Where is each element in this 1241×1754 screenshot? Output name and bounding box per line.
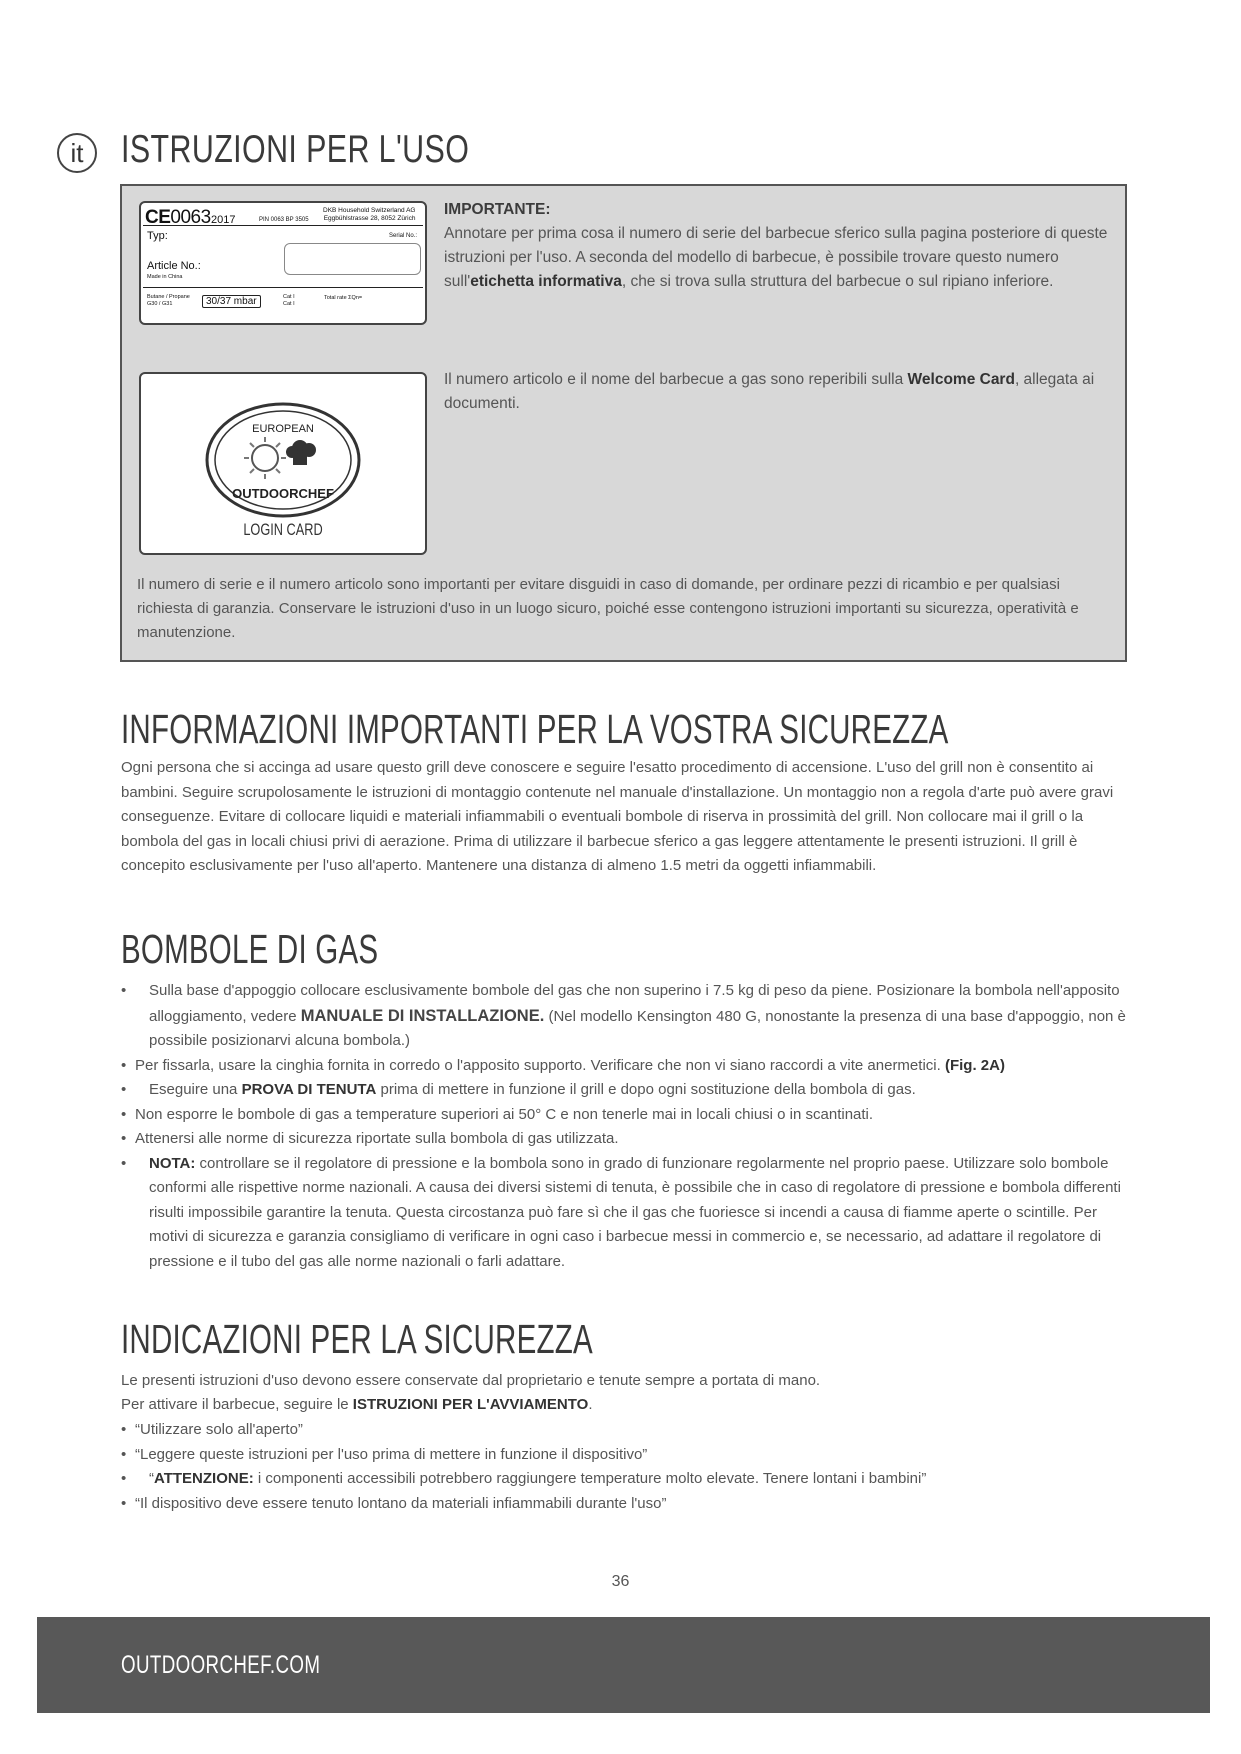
bullet-icon: •: [121, 1154, 127, 1172]
welcome-bold: Welcome Card: [907, 371, 1015, 388]
section-title-gas-cylinders: BOMBOLE DI GAS: [121, 926, 379, 972]
footer-website: OUTDOORCHEF.COM: [121, 1651, 321, 1679]
list-item-bold: NOTA:: [149, 1154, 196, 1172]
bullet-icon: •: [121, 1056, 127, 1074]
list-item: [121, 1443, 1126, 1468]
list-item: [121, 1418, 1126, 1443]
important-heading: IMPORTANTE:: [444, 201, 551, 218]
label-article: Article No.:: [147, 260, 201, 272]
label-divider: [143, 287, 423, 288]
safety-notes-line: Le presenti istruzioni d'uso devono essere conservate dal proprietario e tenute sempre a portata di mano.: [121, 1372, 821, 1389]
label-pressure: 30/37 mbar: [202, 295, 261, 308]
outdoorchef-logo: [203, 400, 363, 520]
page-title: ISTRUZIONI PER L'USO: [121, 128, 470, 171]
list-item-text: Sulla base d'appoggio collocare esclusivamente bombole del gas che non superino i 7.5 kg di peso da piene. Posizionare la bombola nell'apposito alloggiamento, vedere: [149, 982, 1120, 1025]
list-item-text: i componenti accessibili potrebbero raggiungere temperature molto elevate. Tenere lontani i bambini”: [253, 1470, 927, 1487]
serial-importance-note: Il numero di serie e il numero articolo sono importanti per evitare disguidi in caso di domande, per ordinare pezzi di ricambio e per qualsiasi richiesta di garanzia. Conservare le istruzioni d'uso in un luogo sicuro, poiché esse contengono istruzioni importanti su sicurezza, operatività e manutenzione.: [137, 576, 1079, 641]
safety-notes-bold: ISTRUZIONI PER L'AVVIAMENTO: [352, 1396, 589, 1413]
bullet-icon: •: [121, 1470, 127, 1487]
label-divider: [143, 225, 423, 226]
bullet-icon: •: [121, 982, 127, 999]
label-serial: Serial No.:: [388, 233, 417, 239]
important-body: [444, 222, 1109, 294]
label-category: [283, 294, 295, 308]
language-code: it: [70, 138, 84, 168]
label-company: [323, 207, 416, 223]
safety-notes-line: [121, 1393, 1126, 1418]
list-item-text: Eseguire una: [149, 1081, 242, 1098]
list-item-text: “Leggere queste istruzioni per l'uso prima di mettere in funzione il dispositivo”: [135, 1445, 648, 1463]
bullet-icon: •: [121, 1494, 127, 1512]
company-name: DKB Household Switzerland AG: [323, 207, 416, 214]
safety-notes-text: .: [588, 1396, 593, 1413]
bullet-icon: •: [121, 1445, 127, 1463]
logo-text-outdoorchef: OUTDOORCHEF: [232, 486, 334, 501]
footer-bar: [37, 1617, 1210, 1713]
list-item: [121, 1127, 1126, 1152]
company-address: Eggbühlstrasse 28, 8052 Zürich: [323, 214, 416, 222]
list-item-text: “: [149, 1470, 154, 1487]
important-info-box: [120, 184, 1127, 662]
list-item: [121, 1078, 1126, 1103]
bullet-icon: •: [121, 1105, 127, 1123]
important-text-part: , che si trova sulla struttura del barbecue o sul ripiano inferiore.: [621, 273, 1054, 290]
label-pin: PIN 0063 BP 3505: [259, 217, 309, 223]
label-total-rate: Total rate ΣQn=: [324, 295, 363, 301]
section-title-safety-notes: INDICAZIONI PER LA SICUREZZA: [121, 1316, 593, 1362]
list-item-text: Attenersi alle norme di sicurezza riportate sulla bombola di gas utilizzata.: [135, 1130, 619, 1147]
label-year: 2017: [211, 214, 236, 226]
gas-bullet-list: [121, 979, 1126, 1274]
category-line: Cat I: [283, 294, 295, 300]
ce-symbol: CE: [145, 207, 171, 228]
welcome-card-text: [444, 368, 1109, 416]
important-text-part: Annotare per prima cosa il numero di serie del barbecue sferico sulla pagina posteriore di queste istruzioni per l'uso. A seconda del modello di barbecue, è possibile trovare questo numero sull': [444, 225, 1108, 290]
serial-number-box: [284, 243, 421, 275]
label-typ: Typ:: [147, 230, 168, 242]
list-item-text: prima di mettere in funzione il grill e dopo ogni sostituzione della bombola di gas.: [376, 1081, 916, 1098]
bullet-icon: •: [121, 1081, 127, 1098]
safety-info-paragraph: Ogni persona che si accinga ad usare questo grill deve conoscere e seguire l'esatto procedimento di accensione. L'uso del grill non è consentito ai bambini. Seguire scrupolosamente le istruzioni di montaggio contenute nel manuale d'installazione. Un montaggio non a regola d'arte può avere gravi conseguenze. Evitare di collocare liquidi e materiali infiammabili o eventuali bombole di riserva in prossimità del grill. Non collocare mai il grill o la bombola del gas in locali chiusi privi di aerazione. Prima di utilizzare il barbecue sferico a gas leggere attentamente le presenti istruzioni. Il grill è concepito esclusivamente per l'uso all'aperto. Mantenere una distanza di almeno 1.5 metri da oggetti infiammabili.: [121, 759, 1114, 874]
list-item: [121, 1054, 1126, 1079]
list-item: [121, 1492, 1126, 1517]
gas-code: G30 / G31: [147, 301, 173, 308]
list-item-bold: MANUALE DI INSTALLAZIONE.: [300, 1006, 545, 1025]
section-title-safety-info: INFORMAZIONI IMPORTANTI PER LA VOSTRA SICUREZZA: [121, 706, 949, 752]
login-card: [139, 372, 427, 555]
gas-type: Butane / Propane: [147, 294, 190, 300]
product-rating-label: [139, 201, 427, 325]
list-item: [121, 1152, 1126, 1275]
login-card-label: LOGIN CARD: [243, 520, 323, 539]
safety-notes-text: Per attivare il barbecue, seguire le: [121, 1396, 353, 1413]
logo-text-european: EUROPEAN: [252, 423, 314, 435]
list-item-text: “Il dispositivo deve essere tenuto lontano da materiali infiammabili durante l'uso”: [135, 1494, 667, 1512]
page-number: 36: [611, 1573, 630, 1590]
list-item-text: controllare se il regolatore di pressione e la bombola sono in grado di funzionare regolarmente nel proprio paese. Utilizzare solo bombole conformi alle rispettive norme nazionali. A causa dei diversi sistemi di tenuta, è possibile che in caso di regolatore di pressione e bombola differenti risulti impossibile garantire la tenuta. Questa circostanza può fare sì che il gas che fuoriesce si incendi a causa di fiamme aperte o scintille. Per motivi di sicurezza e garanzia consigliamo di verificare in ogni caso i barbecue messi in commercio e, se necessario, ad adattare il regolatore di pressione e il tubo del gas alle norme nazionali o farli adattare.: [149, 1154, 1121, 1270]
category-line: Cat I: [283, 301, 295, 308]
list-item: [121, 979, 1126, 1054]
list-item-bold: ATTENZIONE:: [154, 1470, 254, 1487]
list-item-bold: (Fig. 2A): [944, 1056, 1005, 1074]
list-item: [121, 1103, 1126, 1128]
welcome-text-part: , allegata ai documenti.: [444, 371, 1095, 412]
list-item: [121, 1467, 1126, 1492]
list-item-text: (Nel modello Kensington 480 G, nonostante la presenza di una base d'appoggio, non è possibile posizionarvi alcuna bombola.): [149, 1007, 1126, 1049]
list-item-text: Non esporre le bombole di gas a temperature superiori ai 50° C e non tenerle mai in locali chiusi o in scantinati.: [135, 1105, 874, 1123]
list-item-text: Per fissarla, usare la cinghia fornita in corredo o l'apposito supporto. Verificare che non vi siano raccordi a vite anermetici.: [135, 1056, 945, 1074]
bullet-icon: •: [121, 1421, 127, 1438]
important-bold: etichetta informativa: [470, 273, 622, 290]
ce-code: 0063: [170, 207, 211, 228]
safety-notes-bullet-list: [121, 1418, 1126, 1516]
list-item-text: “Utilizzare solo all'aperto”: [135, 1421, 303, 1438]
welcome-text-part: Il numero articolo e il nome del barbecue a gas sono reperibili sulla: [444, 371, 908, 388]
important-text: [444, 198, 1109, 294]
label-gas-type: [147, 294, 190, 308]
language-badge: [57, 133, 97, 173]
list-item-bold: PROVA DI TENUTA: [241, 1081, 377, 1098]
bullet-icon: •: [121, 1130, 127, 1147]
label-made-in: Made in China: [147, 274, 183, 280]
